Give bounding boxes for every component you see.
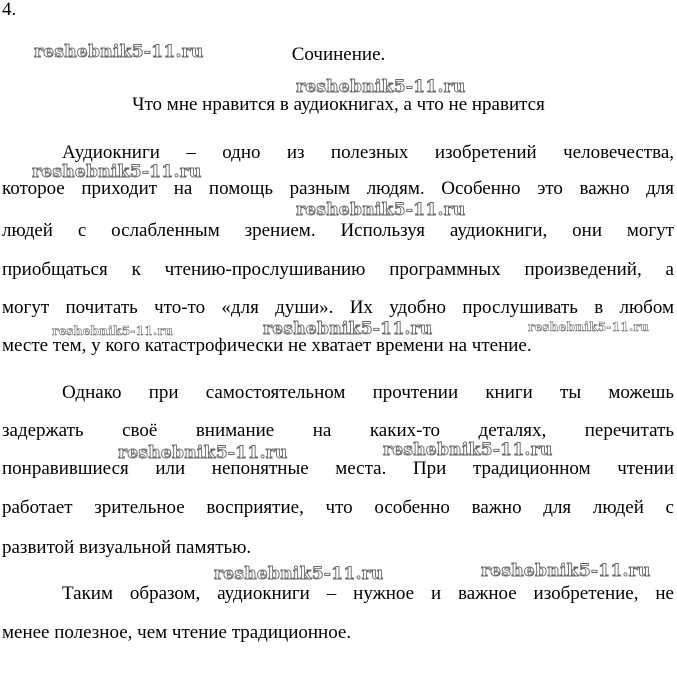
essay-heading: Сочинение. (291, 44, 386, 65)
essay-topic: Что мне нравится в аудиокнигах, а что не нравится (132, 94, 545, 115)
paragraph-2-line-3: понравившиеся или непонятные места. При традиционном чтении (2, 458, 674, 479)
watermark: reshebnik5-11.ru (528, 320, 650, 334)
watermark: reshebnik5-11.ru (34, 42, 204, 62)
paragraph-1-line-2: которое приходит на помощь разным людям. Особенно это важно для (2, 178, 674, 199)
paragraph-3-line-1: Таким образом, аудиокниги – нужное и важное изобретение, не (62, 583, 674, 604)
watermark: reshebnik5-11.ru (52, 324, 174, 338)
paragraph-1-line-3: людей с ослабленным зрением. Используя аудиокниги, они могут (2, 220, 674, 241)
watermark: reshebnik5-11.ru (214, 564, 384, 584)
paragraph-1-line-6: месте тем, у кого катастрофически не хватает времени на чтение. (2, 335, 532, 356)
watermark: reshebnik5-11.ru (263, 319, 433, 339)
paragraph-1-line-4: приобщаться к чтению-прослушиванию программных произведений, а (2, 259, 674, 280)
paragraph-3-line-2: менее полезное, чем чтение традиционное. (2, 622, 352, 643)
paragraph-2-line-1: Однако при самостоятельном прочтении книги ты можешь (62, 382, 674, 403)
watermark: reshebnik5-11.ru (32, 162, 202, 182)
paragraph-2-line-2: задержать своё внимание на каких-то деталях, перечитать (2, 420, 674, 441)
paragraph-2-line-5: развитой визуальной памятью. (2, 537, 252, 558)
watermark: reshebnik5-11.ru (296, 77, 466, 97)
paragraph-1-line-1: Аудиокниги – одно из полезных изобретений человечества, (62, 142, 674, 163)
paragraph-2-line-4: работает зрительное восприятие, что особенно важно для людей с (2, 497, 674, 518)
watermark: reshebnik5-11.ru (118, 443, 288, 463)
paragraph-1-line-5: могут почитать что-то «для души». Их удобно прослушивать в любом (2, 297, 674, 318)
watermark: reshebnik5-11.ru (481, 561, 651, 581)
task-number: 4. (2, 0, 17, 20)
watermark: reshebnik5-11.ru (383, 440, 553, 460)
watermark: reshebnik5-11.ru (296, 200, 466, 220)
